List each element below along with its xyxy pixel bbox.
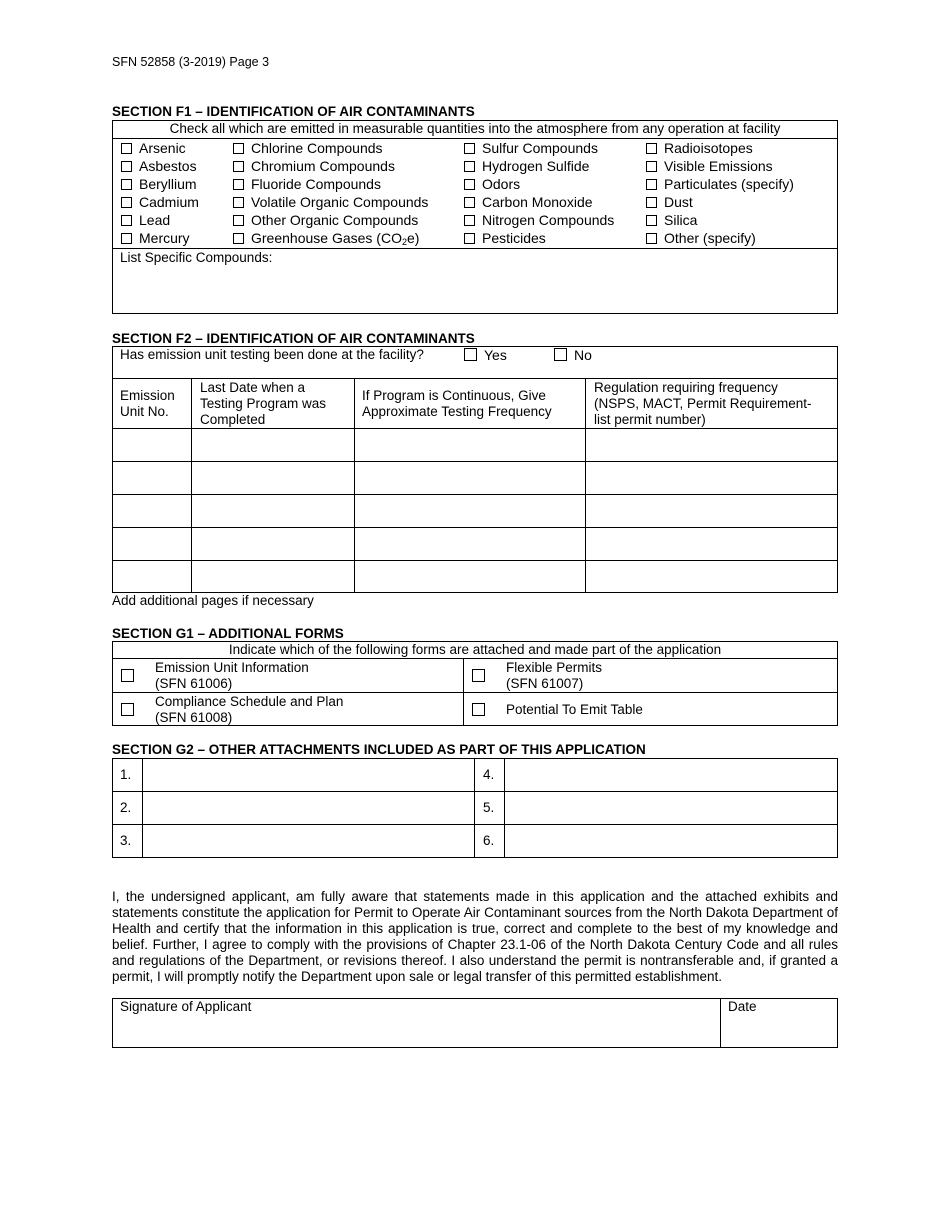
header-line: Regulation requiring frequency	[594, 380, 778, 395]
checkbox-label: Radioisotopes	[664, 140, 753, 156]
checkbox-dust[interactable]	[646, 194, 693, 210]
table-cell-input[interactable]	[192, 429, 353, 460]
checkbox-odors[interactable]	[464, 176, 520, 192]
table-cell-input[interactable]	[355, 429, 584, 460]
checkbox-label: Particulates (specify)	[664, 176, 794, 192]
checkbox-chromium-compounds[interactable]	[233, 158, 395, 174]
testing-question: Has emission unit testing been done at the facility?	[120, 347, 424, 362]
checkbox-icon[interactable]	[233, 197, 244, 208]
divider	[112, 527, 838, 528]
col-header-regulation	[594, 380, 812, 428]
checkbox-label: Asbestos	[139, 158, 197, 174]
checkbox-icon[interactable]	[646, 197, 657, 208]
form-label-compliance-schedule	[155, 694, 343, 726]
checkbox-particulates[interactable]	[646, 176, 794, 192]
form-label-line: (SFN 61008)	[155, 710, 233, 725]
checkbox-icon[interactable]	[464, 143, 475, 154]
header-line: If Program is Continuous, Give	[362, 388, 546, 403]
checkbox-icon[interactable]	[646, 179, 657, 190]
header-line: Approximate Testing Frequency	[362, 404, 552, 419]
header-line: list permit number)	[594, 412, 706, 427]
checkbox-other-organic-compounds[interactable]	[233, 212, 418, 228]
checkbox-icon[interactable]	[646, 143, 657, 154]
checkbox-icon[interactable]	[121, 197, 132, 208]
header-line: Emission	[120, 388, 175, 403]
checkbox-label: Arsenic	[139, 140, 186, 156]
checkbox-visible-emissions[interactable]	[646, 158, 773, 174]
table-cell-input[interactable]	[586, 429, 837, 460]
divider	[191, 378, 192, 593]
additional-pages-note: Add additional pages if necessary	[112, 593, 314, 608]
checkbox-label: Nitrogen Compounds	[482, 212, 615, 228]
divider	[585, 378, 586, 593]
header-line: Testing Program was	[200, 396, 327, 411]
checkbox-icon[interactable]	[233, 143, 244, 154]
checkbox-icon[interactable]	[646, 161, 657, 172]
section-f1-title: SECTION F1 – IDENTIFICATION OF AIR CONTAMINANTS	[112, 104, 475, 119]
form-label-emission-unit-info	[155, 660, 309, 692]
checkbox-label: Silica	[664, 212, 698, 228]
list-specific-compounds-field[interactable]	[113, 268, 837, 313]
checkbox-arsenic[interactable]	[121, 140, 186, 156]
date-field[interactable]	[721, 1016, 837, 1047]
checkbox-yes[interactable]	[464, 347, 507, 363]
checkbox-label: Sulfur Compounds	[482, 140, 598, 156]
checkbox-label: Other Organic Compounds	[251, 212, 419, 228]
attachment-field-1[interactable]	[143, 759, 473, 790]
header-line: Last Date when a	[200, 380, 306, 395]
checkbox-icon[interactable]	[472, 669, 485, 682]
divider	[112, 138, 838, 139]
divider	[112, 692, 838, 693]
divider	[463, 658, 464, 726]
divider	[112, 461, 838, 462]
checkbox-icon[interactable]	[464, 197, 475, 208]
checkbox-label: No	[574, 347, 592, 363]
col-header-frequency	[362, 388, 552, 420]
checkbox-compliance-schedule[interactable]	[121, 702, 134, 718]
checkbox-icon[interactable]	[233, 215, 244, 226]
checkbox-icon[interactable]	[121, 215, 132, 226]
checkbox-icon[interactable]	[121, 179, 132, 190]
divider	[354, 378, 355, 593]
checkbox-lead[interactable]	[121, 212, 170, 228]
checkbox-label: Hydrogen Sulfide	[482, 158, 590, 174]
checkbox-potential-to-emit[interactable]	[472, 702, 485, 718]
checkbox-asbestos[interactable]	[121, 158, 197, 174]
header-line: (NSPS, MACT, Permit Requirement-	[594, 396, 812, 411]
checkbox-label	[251, 230, 419, 246]
checkbox-radioisotopes[interactable]	[646, 140, 753, 156]
checkbox-label: Dust	[664, 194, 693, 210]
checkbox-icon[interactable]	[233, 161, 244, 172]
form-label-line: Emission Unit Information	[155, 660, 309, 675]
attachment-number: 3.	[120, 833, 132, 848]
divider	[474, 758, 475, 858]
attachment-number: 4.	[483, 767, 495, 782]
attachment-field-6[interactable]	[505, 825, 837, 857]
checkbox-label: Carbon Monoxide	[482, 194, 593, 210]
checkbox-icon[interactable]	[121, 143, 132, 154]
checkbox-icon[interactable]	[121, 669, 134, 682]
header-line: Unit No.	[120, 404, 169, 419]
checkbox-label: Yes	[484, 347, 507, 363]
header-line: Completed	[200, 412, 266, 427]
checkbox-icon[interactable]	[233, 233, 244, 244]
certification-statement: I, the undersigned applicant, am fully aware that statements made in this application and the attached exhibits and statements constitute the application for Permit to Operate Air Contaminant sources from the North Dakota Department of Health and certify that the information in this application is true, correct and complete to the best of my knowledge and belief. Further, I agree to comply with the provisions of Chapter 23.1-06 of the North Dakota Century Code and all rules and regulations of the Department, or revisions thereof. I also understand the permit is nontransferable and, if granted a permit, I will promptly notify the Department upon sale or legal transfer of this permitted establishment.	[112, 889, 838, 984]
checkbox-icon[interactable]	[464, 161, 475, 172]
checkbox-label: Lead	[139, 212, 171, 228]
table-cell-input[interactable]	[113, 429, 190, 460]
checkbox-label: Fluoride Compounds	[251, 176, 381, 192]
attachment-field-3[interactable]	[143, 825, 473, 857]
checkbox-label: Beryllium	[139, 176, 197, 192]
checkbox-greenhouse-gases[interactable]	[233, 230, 419, 247]
checkbox-icon[interactable]	[646, 233, 657, 244]
form-label-line: (SFN 61007)	[506, 676, 584, 691]
col-header-emission-unit	[120, 388, 175, 420]
divider	[112, 658, 838, 659]
checkbox-beryllium[interactable]	[121, 176, 197, 192]
checkbox-emission-unit-info[interactable]	[121, 668, 134, 684]
checkbox-other-specify[interactable]	[646, 230, 756, 246]
form-label-line: (SFN 61006)	[155, 676, 233, 691]
checkbox-chlorine-compounds[interactable]	[233, 140, 383, 156]
checkbox-pesticides[interactable]	[464, 230, 546, 246]
checkbox-no[interactable]	[554, 347, 592, 363]
ghg-label-subscript: 2	[401, 237, 407, 247]
checkbox-icon[interactable]	[554, 348, 567, 361]
checkbox-icon[interactable]	[233, 179, 244, 190]
section-g1-title: SECTION G1 – ADDITIONAL FORMS	[112, 626, 344, 641]
checkbox-icon[interactable]	[464, 233, 475, 244]
section-f1-instruction: Check all which are emitted in measurable quantities into the atmosphere from any operation at facility	[169, 121, 781, 136]
checkbox-hydrogen-sulfide[interactable]	[464, 158, 589, 174]
form-label-potential-to-emit: Potential To Emit Table	[506, 702, 643, 717]
attachment-field-5[interactable]	[505, 792, 837, 823]
checkbox-sulfur-compounds[interactable]	[464, 140, 598, 156]
checkbox-label: Chlorine Compounds	[251, 140, 383, 156]
ghg-label-prefix: Greenhouse Gases (CO	[251, 230, 402, 246]
checkbox-fluoride-compounds[interactable]	[233, 176, 381, 192]
checkbox-icon[interactable]	[464, 215, 475, 226]
checkbox-silica[interactable]	[646, 212, 697, 228]
form-id: SFN 52858 (3-2019) Page 3	[112, 55, 270, 69]
checkbox-icon[interactable]	[121, 161, 132, 172]
divider	[112, 378, 838, 379]
checkbox-nitrogen-compounds[interactable]	[464, 212, 614, 228]
attachment-number: 6.	[483, 833, 495, 848]
ghg-label-suffix: e)	[406, 230, 420, 246]
checkbox-icon[interactable]	[464, 348, 477, 361]
checkbox-cadmium[interactable]	[121, 194, 199, 210]
checkbox-carbon-monoxide[interactable]	[464, 194, 593, 210]
checkbox-volatile-organic-compounds[interactable]	[233, 194, 428, 210]
form-label-line: Compliance Schedule and Plan	[155, 694, 344, 709]
checkbox-icon[interactable]	[472, 703, 485, 716]
checkbox-mercury[interactable]	[121, 230, 190, 246]
checkbox-label: Cadmium	[139, 194, 199, 210]
form-label-flexible-permits	[506, 660, 602, 692]
checkbox-label: Pesticides	[482, 230, 546, 246]
signature-field[interactable]	[113, 1016, 719, 1047]
section-f2-title: SECTION F2 – IDENTIFICATION OF AIR CONTAMINANTS	[112, 331, 475, 346]
divider	[112, 560, 838, 561]
checkbox-label: Visible Emissions	[664, 158, 773, 174]
section-g2-title: SECTION G2 – OTHER ATTACHMENTS INCLUDED AS PART OF THIS APPLICATION	[112, 742, 646, 757]
col-header-last-date	[200, 380, 326, 428]
checkbox-label: Odors	[482, 176, 521, 192]
attachment-number: 5.	[483, 800, 495, 815]
checkbox-label: Mercury	[139, 230, 190, 246]
checkbox-label: Volatile Organic Compounds	[251, 194, 429, 210]
date-label: Date	[728, 999, 757, 1014]
checkbox-icon[interactable]	[121, 233, 132, 244]
checkbox-label: Other (specify)	[664, 230, 756, 246]
list-specific-compounds-label: List Specific Compounds:	[120, 250, 273, 265]
form-label-line: Flexible Permits	[506, 660, 603, 675]
signature-label: Signature of Applicant	[120, 999, 252, 1014]
divider	[112, 494, 838, 495]
attachment-field-2[interactable]	[143, 792, 473, 823]
checkbox-icon[interactable]	[464, 179, 475, 190]
attachment-number: 2.	[120, 800, 132, 815]
checkbox-label: Chromium Compounds	[251, 158, 395, 174]
checkbox-flexible-permits[interactable]	[472, 668, 485, 684]
section-g1-instruction: Indicate which of the following forms are attached and made part of the application	[228, 642, 722, 657]
attachment-field-4[interactable]	[505, 759, 837, 790]
divider	[112, 248, 838, 249]
checkbox-icon[interactable]	[646, 215, 657, 226]
checkbox-icon[interactable]	[121, 703, 134, 716]
attachment-number: 1.	[120, 767, 132, 782]
